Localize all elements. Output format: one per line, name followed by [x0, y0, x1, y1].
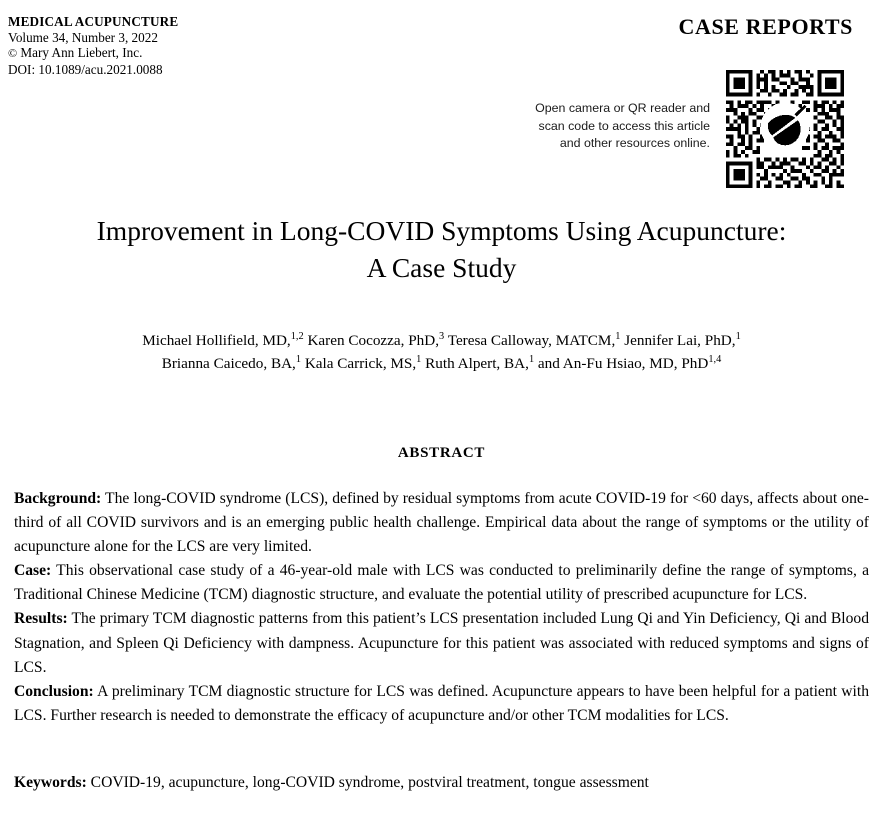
author-entry	[534, 355, 721, 372]
journal-copyright-line	[8, 45, 338, 62]
author-affiliation-marker: 1	[295, 353, 302, 365]
keywords-line	[14, 771, 869, 795]
section-label: CASE REPORTS	[678, 14, 853, 39]
author-name: and An-Fu Hsiao, MD, PhD	[534, 354, 709, 372]
author-entry	[301, 355, 421, 372]
abstract-section-text: The primary TCM diagnostic patterns from this patient’s LCS presentation included Lung Qi and Yin Deficiency, Qi and Blood Stagnation, and Spleen Qi Deficiency with dampness. Acupuncture for this patient was associated with reduced symptoms and signs of LCS.	[14, 610, 869, 676]
qr-block	[505, 66, 855, 198]
author-affiliation-marker: 1,4	[708, 353, 722, 365]
author-list	[30, 330, 853, 375]
author-name: Teresa Calloway, MATCM,	[444, 332, 616, 349]
article-title-line-1: Improvement in Long-COVID Symptoms Using Acupuncture:	[96, 215, 787, 246]
abstract-body	[14, 487, 869, 728]
article-title	[40, 212, 843, 286]
author-entry	[304, 332, 445, 349]
author-affiliation-marker: 1,2	[290, 330, 304, 342]
abstract-section-text: The long-COVID syndrome (LCS), defined by residual symptoms from acute COVID-19 for <60 days, affects about one-third of all COVID survivors and is an emerging public health challenge. Empirical data about the range of symptoms or the utility of acupuncture alone for the LCS are very limited.	[14, 490, 869, 556]
abstract-section-label: Background:	[14, 490, 102, 507]
author-affiliation-marker: 3	[439, 330, 445, 342]
author-name: Michael Hollifield, MD,	[142, 332, 291, 349]
abstract-section-case	[14, 559, 869, 607]
journal-doi-line: DOI: 10.1089/acu.2021.0088	[8, 61, 163, 77]
qr-caption-line-1: Open camera or QR reader and	[535, 101, 710, 115]
author-name: Kala Carrick, MS,	[301, 354, 417, 372]
author-name: Brianna Caicedo, BA,	[161, 354, 296, 372]
author-affiliation-marker: 1	[528, 353, 535, 365]
abstract-section-label: Results:	[14, 610, 68, 628]
author-line-1	[30, 330, 853, 353]
journal-volume-line: Volume 34, Number 3, 2022	[8, 29, 158, 45]
author-line-2	[30, 353, 853, 376]
author-entry	[162, 355, 301, 372]
article-title-line-2: A Case Study	[366, 252, 517, 283]
author-entry	[142, 332, 303, 349]
qr-caption-line-3: and other resources online.	[559, 136, 710, 150]
qr-code-icon[interactable]	[717, 66, 853, 192]
abstract-section-label: Case:	[14, 562, 52, 580]
author-entry	[620, 332, 740, 349]
author-entry	[421, 355, 534, 372]
keywords-text: COVID-19, acupuncture, long-COVID syndrome, postviral treatment, tongue assessment	[86, 774, 649, 791]
abstract-section-text: A preliminary TCM diagnostic structure for LCS was defined. Acupuncture appears to have been helpful for a patient with LCS. Further research is needed to demonstrate the efficacy of acupuncture and/or other TCM modalities for LCS.	[14, 682, 869, 724]
abstract-section-text: This observational case study of a 46-year-old male with LCS was conducted to preliminarily define the range of symptoms, a Traditional Chinese Medicine (TCM) diagnostic structure, and evaluate the potential utility of prescribed acupuncture for LCS.	[14, 562, 869, 604]
author-name: Ruth Alpert, BA,	[421, 354, 529, 372]
abstract-heading: ABSTRACT	[397, 445, 486, 461]
author-affiliation-marker: 1	[615, 330, 621, 342]
abstract-section-results	[14, 607, 869, 679]
abstract-section-label: Conclusion:	[14, 682, 94, 700]
qr-caption	[505, 100, 710, 153]
keywords-label: Keywords:	[14, 774, 87, 791]
copyright-icon: ©	[8, 46, 18, 60]
author-entry	[444, 332, 620, 349]
journal-masthead	[8, 14, 338, 77]
qr-caption-line-2: scan code to access this article	[538, 118, 710, 133]
copyright-holder: Mary Ann Liebert, Inc.	[20, 45, 143, 60]
author-affiliation-marker: 1	[416, 353, 422, 365]
journal-name: MEDICAL ACUPUNCTURE	[8, 14, 179, 29]
author-affiliation-marker: 1	[735, 330, 741, 342]
author-name: Karen Cocozza, PhD,	[303, 332, 440, 349]
author-name: Jennifer Lai, PhD,	[620, 332, 736, 349]
abstract-section-background	[14, 487, 869, 559]
abstract-section-conclusion	[14, 680, 869, 728]
